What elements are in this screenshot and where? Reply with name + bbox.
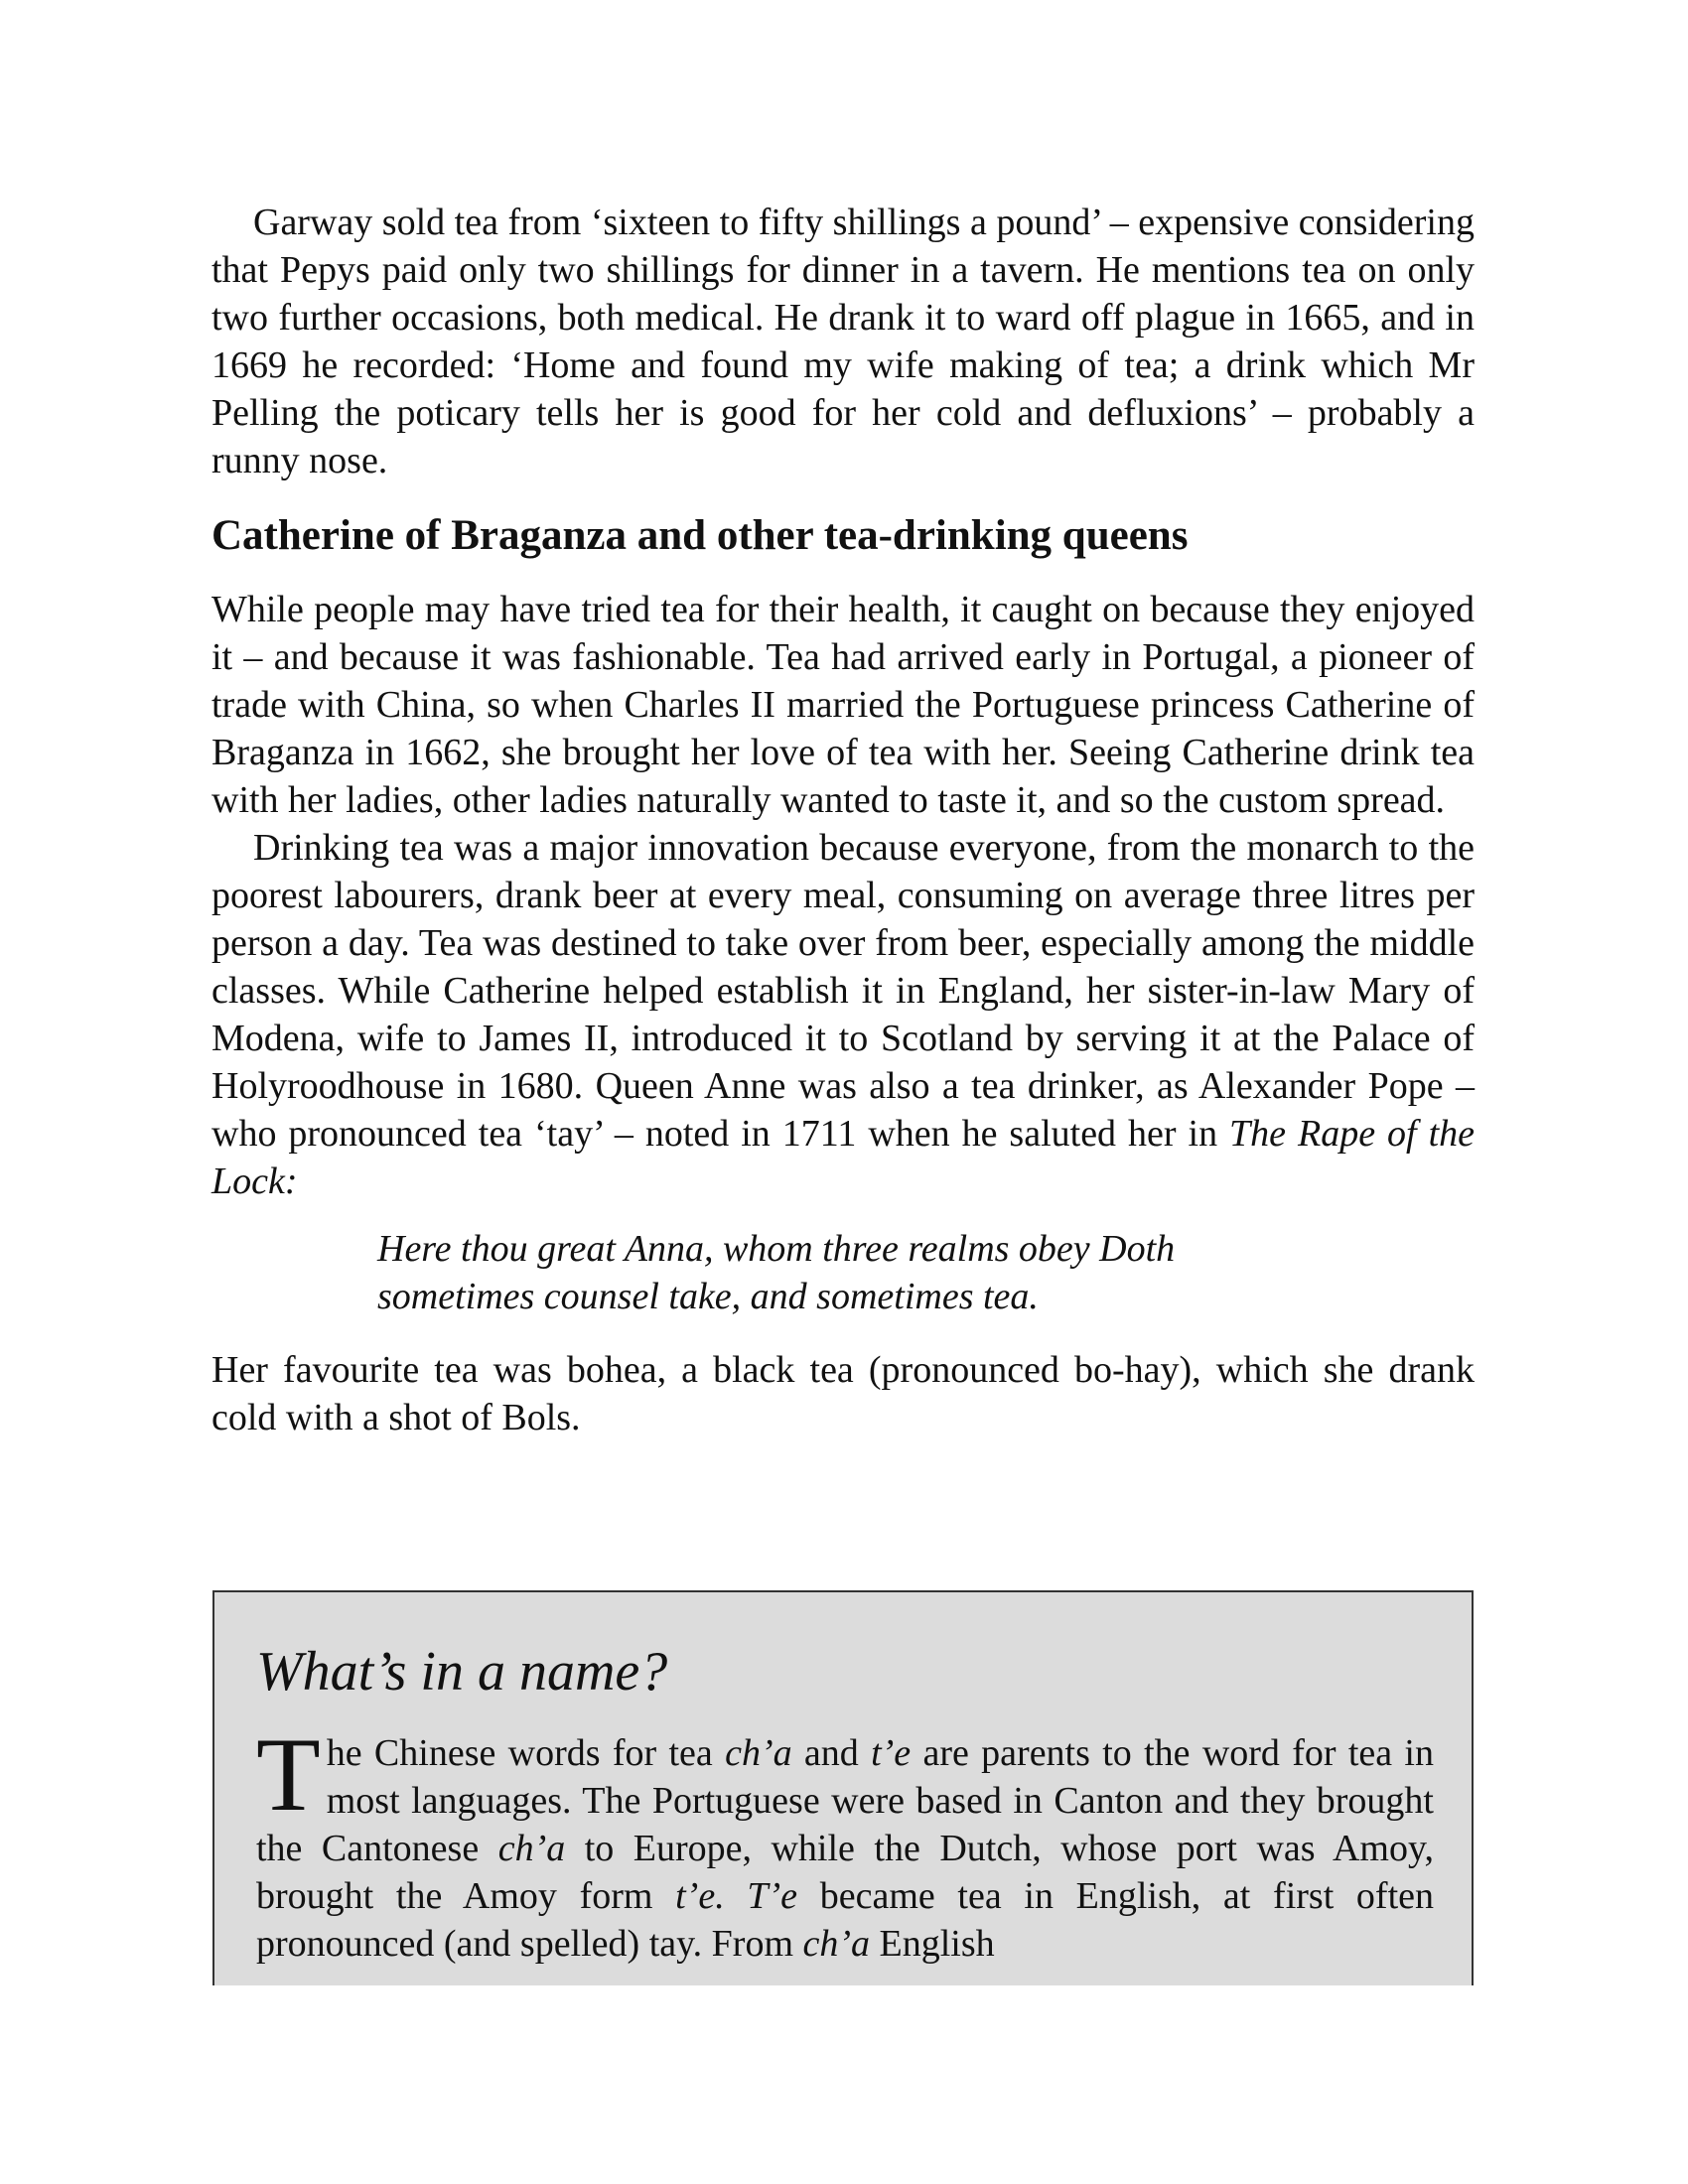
paragraph-garway: Garway sold tea from ‘sixteen to fifty shillings a pound’ – expensive considering that Pepys paid only two shillings for dinner in a tavern. He mentions tea on only two further occasions, both medical. He drank it to ward off plague in 1665, and in 1669 he recorded: ‘Home and found my wife making of tea; a drink which Mr Pelling the poticary tells her is good for her cold and defluxions’ – probably a runny nose. [211, 202, 1475, 481]
sidebar-content [256, 1640, 1434, 1968]
sidebar-text-4: to Europe, while the Dutch, whose port was Amoy, brought the Amoy form [256, 1828, 1434, 1917]
section-heading: Catherine of Braganza and other tea-drinking queens [211, 512, 1189, 559]
poem-line-1: Here thou great Anna, whom three realms obey Doth [377, 1228, 1176, 1270]
paragraph-drinking-tea [211, 824, 1475, 1205]
sidebar-term-cha-2: ch’a [497, 1828, 566, 1869]
sidebar-text-6: English [870, 1923, 995, 1965]
poem-line-2: sometimes counsel take, and sometimes tea. [377, 1276, 1039, 1317]
sidebar-term-te: t’e [871, 1732, 912, 1774]
sidebar-title: What’s in a name? [256, 1641, 668, 1703]
sidebar-text-1: he Chinese words for tea [326, 1732, 726, 1774]
poem-title: The Rape of the Lock: [211, 1113, 1476, 1202]
paragraph-drinking-tea-text: Drinking tea was a major innovation because everyone, from the monarch to the poorest labourers, drank beer at every meal, consuming on average three litres per person a day. Tea was destined to take over from beer, especially among the middle classes. While Catherine helped establish it in England, her sister-in-law Mary of Modena, wife to James II, introduced it to Scotland by serving it at the Palace of Holyroodhouse in 1680. Queen Anne was also a tea drinker, as Alexander Pope – who pronounced tea ‘tay’ – noted in 1711 when he saluted her in [211, 827, 1475, 1155]
sidebar-term-cha-3: ch’a [802, 1923, 871, 1965]
sidebar-term-cha: ch’a [725, 1732, 792, 1774]
sidebar-box [212, 1590, 1474, 1985]
page-body [211, 199, 1475, 1441]
sidebar-text-2: and [791, 1732, 872, 1774]
paragraph-catherine: While people may have tried tea for their health, it caught on because they enjoyed it – and because it was fashionable. Tea had arrived early in Portugal, a pioneer of trade with China, so when Charles II married the Portuguese princess Catherine of Braganza in 1662, she brought her love of tea with her. Seeing Catherine drink tea with her ladies, other ladies naturally wanted to taste it, and so the custom spread. [211, 589, 1475, 821]
paragraph-bohea: Her favourite tea was bohea, a black tea (pronounced bo-hay), which she drank cold with a shot of Bols. [211, 1349, 1475, 1438]
sidebar-text-5: became tea in English, at first often pronounced (and spelled) tay. From [256, 1875, 1435, 1965]
sidebar-term-te-2: t’e. T’e [675, 1875, 798, 1917]
poem-quote [377, 1225, 1370, 1320]
drop-cap: T [256, 1716, 321, 1833]
sidebar-text-3: are parents to the word for tea in most languages. The Portuguese were based in Canton and they brought the Cantonese [256, 1732, 1434, 1869]
sidebar-text [256, 1716, 1435, 1968]
